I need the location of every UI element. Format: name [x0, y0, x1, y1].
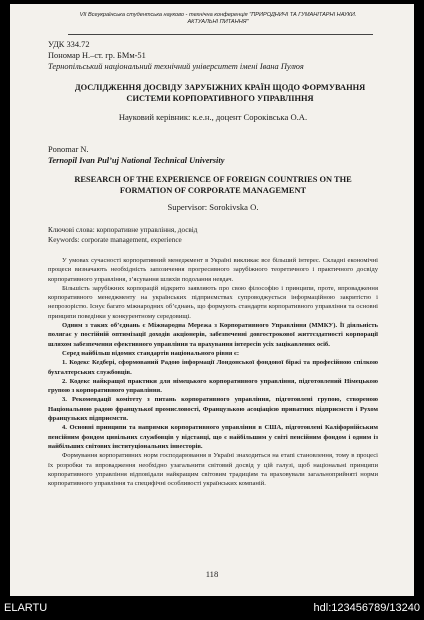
- paragraph: Більшість зарубіжних корпорацій відкрито заявляють про свою філософію і принципи, проте, впровадження корпоративного менеджменту на українських підприємствах супроводжується інформаційною закритістю і непрозорістю. Існує багато міжнародних об’єднань, що формують стандарти корпоративного управління та основні принципи поведінки у конкурентному середовищі.: [48, 284, 378, 320]
- conference-header: VII Всеукраїнська студентська науково - технічна конференція "ПРИРОДНИЧІ ТА ГУМАНІТАРНІ НАУКИ. АКТУАЛЬНІ ПИТАННЯ": [79, 12, 357, 25]
- paragraph: Одним з таких об’єднань є Міжнародна Мережа з Корпоративного Управління (ММКУ). Її діяльність полягає у постійній оптимізації доходів акціонерів, забезпеченні довгострокової життєздатності корпорації шляхом забезпечення ефективного управління та врахування інтересів усіх зацікавлених осіб.: [48, 322, 378, 348]
- paragraph: Серед найбільш відомих стандартів національного рівня є:: [62, 349, 240, 357]
- list-item: 4. Основні принципи та напрямки корпоративного управління в США, підготовлені Каліфорнійським пенсійним фондом цивільних службовців у відставці, що є найбільшим у світі пенсійним фондом і одним із найбільших світових інституціональних інвесторів.: [48, 424, 378, 450]
- repository-label: ELARTU: [4, 602, 48, 614]
- document-page: [10, 4, 414, 596]
- affiliation-uk: Тернопільський національний технічний університет імені Івана Пулюя: [48, 62, 304, 71]
- supervisor-en: Supervisor: Sorokivska O.: [167, 202, 259, 212]
- paragraph: У умовах сучасності корпоративний менеджмент в Україні викликає все більший інтерес. Складні економічні процеси визначають необхідність запозичення прогресивного зарубіжного теоретичного і практичного досвіду корпоративного управління, з’ясування шляхів подолання невдач.: [48, 257, 378, 283]
- supervisor-uk: Науковий керівник: к.е.н., доцент Сороківська О.А.: [118, 112, 308, 122]
- header-rule: [68, 34, 373, 35]
- article-body: [48, 256, 378, 488]
- viewer-footer: [0, 598, 424, 620]
- list-item: 2. Кодекс найкращої практики для німецького корпоративного управління, підготовлений Німецькою групою з корпоративного управління.: [48, 377, 378, 395]
- udc-code: УДК 334.72: [48, 40, 90, 49]
- title-uk: ДОСЛІДЖЕННЯ ДОСВІДУ ЗАРУБІЖНИХ КРАЇН ЩОДО ФОРМУВАННЯ СИСТЕМИ КОРПОРАТИВНОГО УПРАВЛІННЯ: [74, 83, 366, 103]
- list-item: 1. Кодекс Кедбері, сформований Радою інформації Лондонської фондової біржі та професійною спілкою бухгалтерських службовців.: [48, 359, 378, 376]
- handle-id: hdl:123456789/13240: [313, 602, 420, 614]
- paragraph: Формування корпоративних норм господарювання в Україні знаходиться на етапі становлення, тому в процесі їх розробки та впровадження необхідно узагальнити світовий досвід у цій галузі, щоб національні принципи корпоративного управління відповідали найкращим світовим традиціям та враховували загальноприйняті норми корпоративного управління та специфічні особливості українських компаній.: [48, 452, 378, 488]
- author-en: Ponomar N.: [48, 145, 89, 154]
- page-number: 118: [205, 569, 219, 579]
- keywords-en: Keywords: corporate management, experience: [48, 236, 182, 244]
- affiliation-en: Ternopil Ivan Pul’uj National Technical University: [48, 156, 225, 165]
- keywords-uk: Ключові слова: корпоративне управління, досвід: [48, 226, 198, 234]
- list-item: 3. Рекомендації комітету з питань корпоративного управління, підготовлені групою, створеною Національною радою французької промисловості, Французькою асоціацією приватних підприємств і Рухом французьких підприємств.: [48, 396, 378, 423]
- title-en: RESEARCH OF THE EXPERIENCE OF FOREIGN COUNTRIES ON THE FORMATION OF CORPORATE MANAGEMENT: [74, 175, 352, 195]
- author-uk: Пономар Н.–ст. гр. БМм-51: [48, 51, 146, 60]
